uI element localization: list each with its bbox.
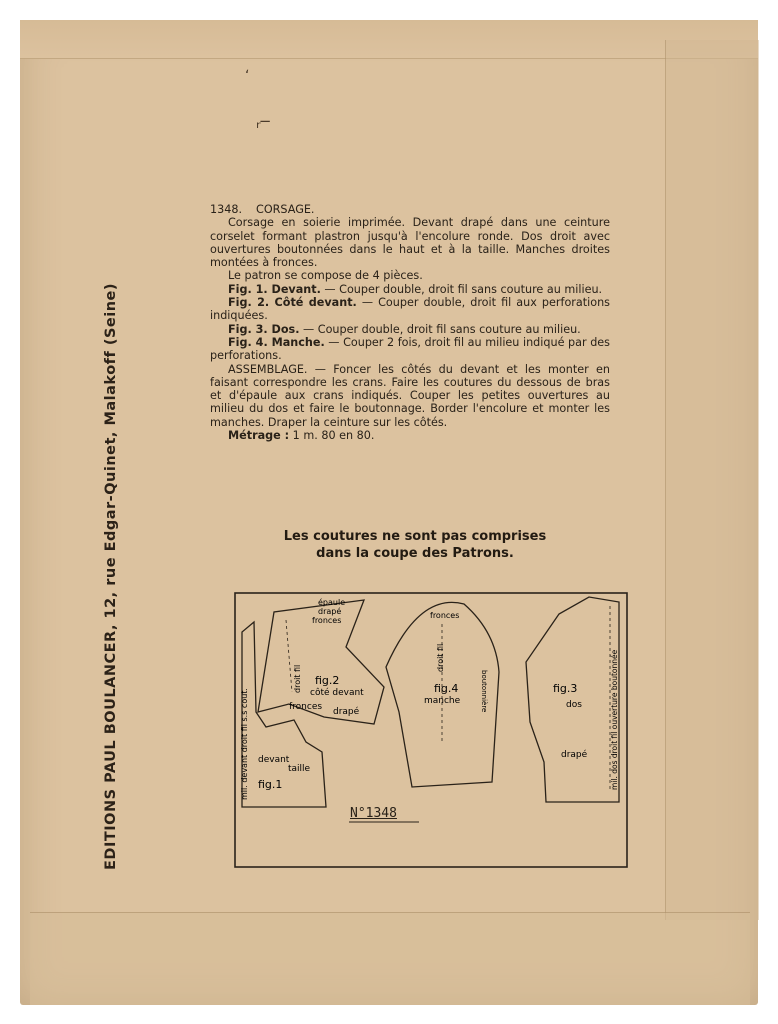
pattern-number-label: N°1348 (350, 806, 397, 821)
figure-2-top-label-2: drapé (318, 607, 342, 616)
figure-2-bottom-label-1: fronces (289, 702, 323, 712)
figure-1-instruction: Fig. 1. Devant. — Couper double, droit fil sans couture au milieu. (228, 282, 603, 296)
pattern-instructions (210, 203, 610, 442)
figure-2-top-label-3: fronces (312, 616, 342, 625)
figure-2-top-label-1: épaule (318, 598, 346, 607)
figure-2-instruction: Fig. 2. Côté devant. — Couper double, droit fil aux perforations indiquées. (210, 296, 610, 323)
figure-4-grain-label: droit fil (436, 643, 445, 672)
figure-2-name: fig.2 (315, 674, 340, 687)
seam-allowance-notice: Les coutures ne sont pas comprises dans la coupe des Patrons. (283, 529, 547, 561)
envelope-bottom-flap (30, 912, 750, 1005)
pattern-description: Corsage en soierie imprimée. Devant drapé dans une ceinture corselet formant plastron jusqu'à l'encolure ronde. Dos droit avec ouvertures boutonnées dans le haut et à la taille. Manches droites montées à fronces. (210, 216, 610, 270)
figure-4-side-label: boutonnière (480, 670, 488, 713)
assembly-instruction: ASSEMBLAGE. — Foncer les côtés du devant et les monter en faisant correspondre les crans. Faire les coutures du dessous de bras et d'épaule aux crans indiqués. Couper les petites ouvertures au milieu du dos et faire le boutonnage. Border l'encolure et monter les manches. Draper la ceinture sur les côtés. (210, 362, 610, 429)
pattern-header (210, 203, 610, 216)
figure-1-piece (242, 622, 326, 807)
figure-4-instruction: Fig. 4. Manche. — Couper 2 fois, droit fil au milieu indiqué par des perforations. (210, 335, 611, 363)
figure-2-bottom-label-2: drapé (333, 707, 360, 717)
pattern-number: 1348. (210, 203, 243, 216)
figure-4-name: fig.4 (434, 682, 459, 695)
figure-3-side-label: mil. dos droit fil ouverture boutonnée (610, 649, 619, 790)
figure-4-top-label: fronces (430, 611, 460, 620)
envelope-right-flap (665, 40, 759, 920)
figure-2-grainline (286, 620, 292, 692)
fabric-yardage: Métrage : 1 m. 80 en 80. (228, 429, 375, 443)
figure-3-instruction: Fig. 3. Dos. — Couper double, droit fil sans couture au milieu. (228, 322, 581, 336)
figure-3-name: fig.3 (553, 682, 578, 695)
pattern-title: CORSAGE. (256, 203, 315, 216)
ink-mark: ʳ‾ (256, 118, 270, 139)
figure-1-label-a: devant (258, 755, 290, 765)
figure-1-name: fig.1 (258, 778, 283, 791)
envelope-top-flap (20, 20, 758, 59)
pieces-intro: Le patron se compose de 4 pièces. (228, 269, 423, 283)
figure-3-label-b: drapé (561, 750, 588, 760)
diagram-frame (235, 593, 627, 867)
figure-1-label-b: taille (288, 764, 311, 774)
pattern-layout-diagram (234, 592, 628, 868)
figure-4-label-a: manche (424, 696, 461, 706)
figure-2-grain-label: droit fil (293, 664, 302, 693)
publisher-address: EDITIONS PAUL BOULANCER, 12, rue Edgar-Quinet, Malakoff (Seine) (103, 283, 119, 870)
ink-mark: ʻ (245, 68, 250, 84)
figure-2-label-a: côté devant (310, 688, 364, 698)
figure-3-label-a: dos (566, 700, 582, 710)
figure-1-side-label: mil. devant droit fil s.s cout. (240, 688, 249, 800)
